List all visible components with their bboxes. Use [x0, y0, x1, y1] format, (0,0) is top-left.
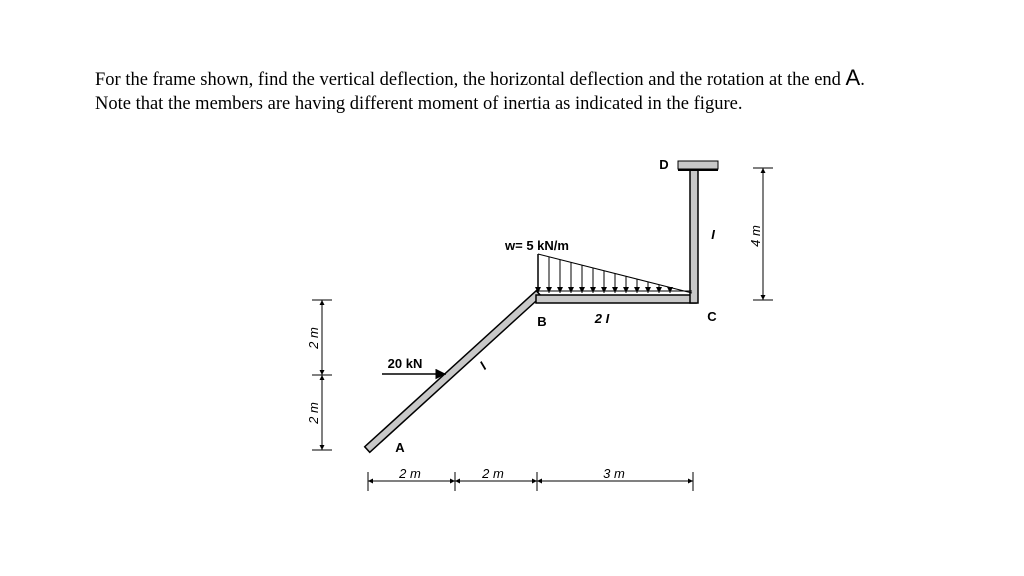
label-distributed-load: w= 5 kN/m [505, 238, 569, 253]
label-c: C [707, 309, 717, 324]
member-bc [536, 295, 696, 303]
dim-label-h1: 2 m [399, 466, 421, 481]
load-arrow-head [568, 287, 574, 293]
dimension-horizontal [368, 466, 693, 491]
load-arrow-head [579, 287, 585, 293]
member-ab [370, 296, 536, 447]
load-arrow-head [546, 287, 552, 293]
load-arrow-head [601, 287, 607, 293]
dim-label-v-right: 4 m [748, 225, 763, 247]
dimension-vertical-right [748, 168, 773, 300]
label-inertia-cd: I [711, 227, 715, 242]
problem-line-1: For the frame shown, find the vertical deflection, the horizontal deflection and the rotation at the end A. [95, 65, 865, 90]
dim-label-v1: 2 m [306, 327, 321, 349]
fixed-support-d [678, 161, 718, 170]
dim-label-v2: 2 m [306, 402, 321, 424]
load-arrow-head [557, 287, 563, 293]
label-point-load: 20 kN [387, 356, 423, 371]
label-inertia-ab: I [476, 358, 490, 373]
member-cd [690, 170, 698, 303]
dim-label-h2: 2 m [482, 466, 504, 481]
end-label: A [845, 65, 861, 90]
load-arrow-head [656, 287, 662, 293]
load-arrow-head [667, 287, 673, 293]
load-arrow-head [634, 287, 640, 293]
label-d: D [659, 157, 669, 172]
load-arrow-head [645, 287, 651, 293]
problem-line-2: Note that the members are having different moment of inertia as indicated in the figure. [95, 94, 743, 114]
load-arrow-head [612, 287, 618, 293]
dim-label-h3: 3 m [603, 466, 625, 481]
load-arrow-head [590, 287, 596, 293]
load-arrows [535, 254, 673, 293]
load-arrow-head [623, 287, 629, 293]
dimension-vertical-left [306, 300, 332, 450]
label-b: B [537, 314, 547, 329]
label-inertia-bc: 2 I [594, 311, 610, 326]
distributed-load [535, 254, 692, 293]
label-a: A [395, 440, 405, 455]
